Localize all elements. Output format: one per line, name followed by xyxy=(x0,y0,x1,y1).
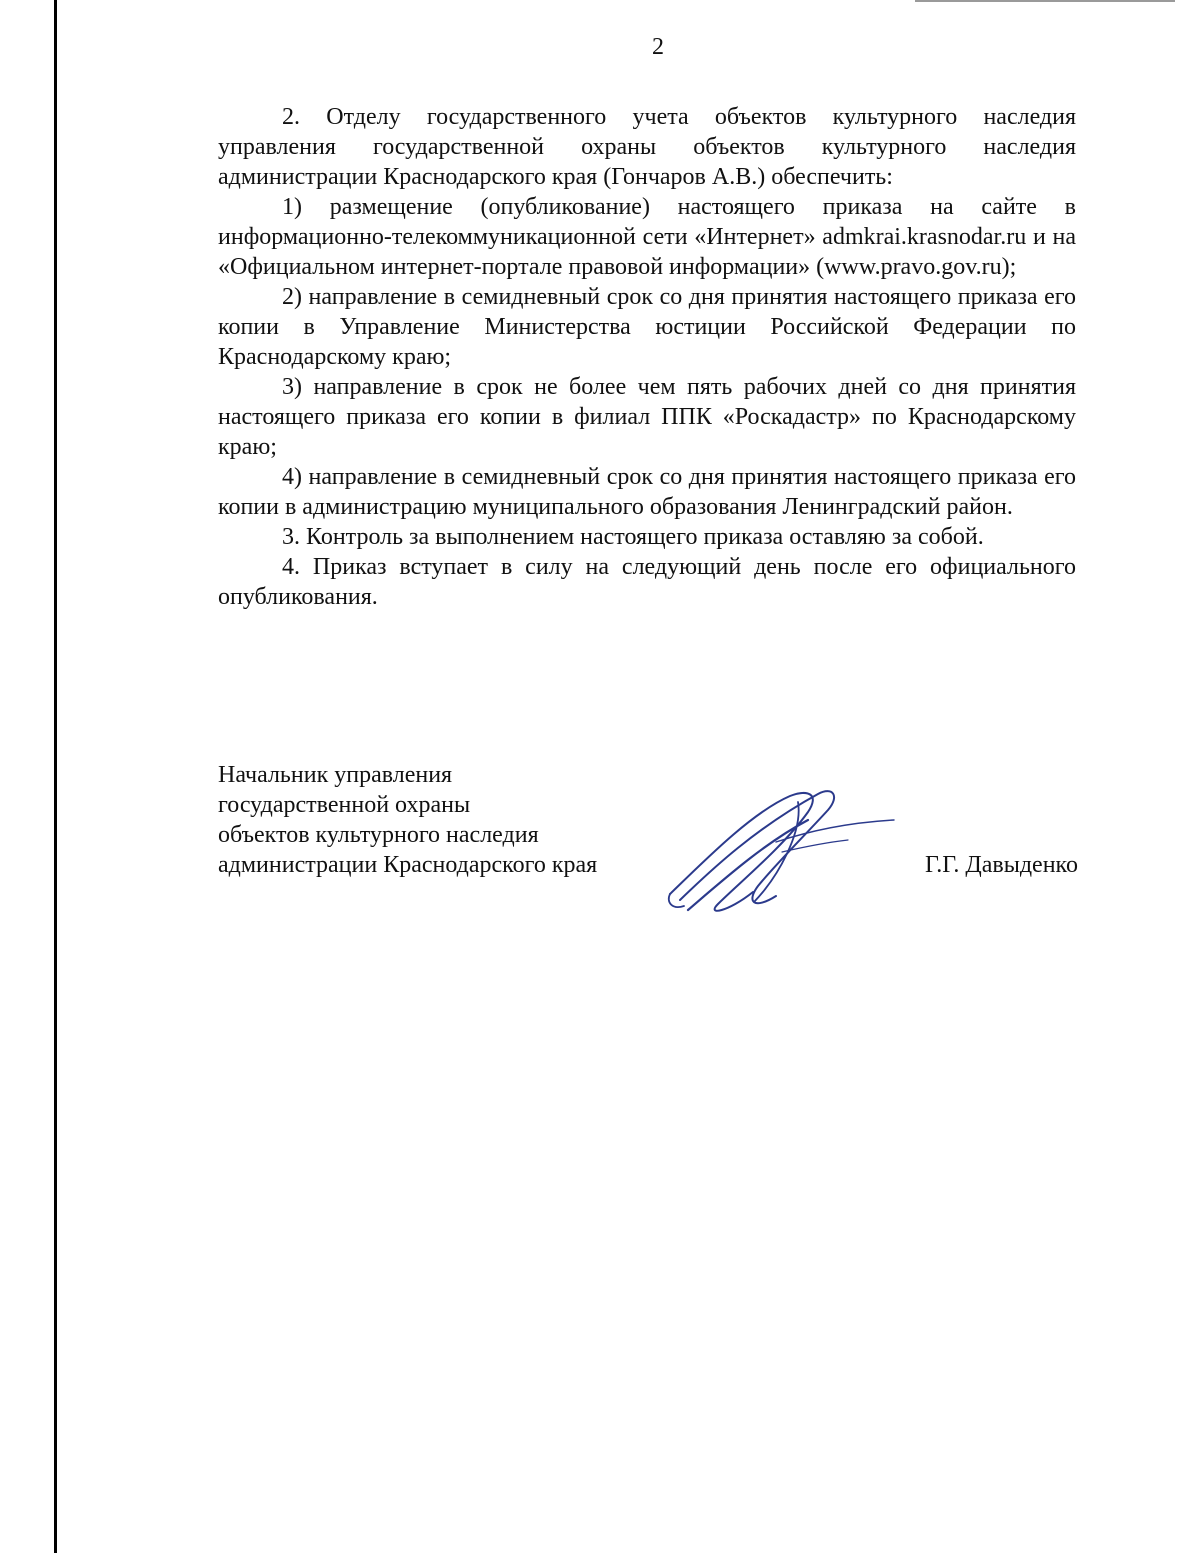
signatory-title-line: администрации Краснодарского края xyxy=(218,852,598,878)
document-body xyxy=(218,102,1076,612)
paragraph-item-4: 4. Приказ вступает в силу на следующий день после его официального опубликования. xyxy=(218,554,1076,610)
signatory-title xyxy=(218,760,658,880)
paragraph-subitem-2: 2) направление в семидневный срок со дня принятия настоящего приказа его копии в Управление Министерства юстиции Российской Федерации по Краснодарскому краю; xyxy=(218,284,1076,370)
signatory-title-line: государственной охраны xyxy=(218,792,471,818)
signatory-title-line: Начальник управления xyxy=(218,762,453,788)
scan-left-edge xyxy=(54,0,57,1553)
signatory-title-line: объектов культурного наследия xyxy=(218,822,539,848)
signatory-name: Г.Г. Давыденко xyxy=(925,852,1078,878)
paragraph-subitem-4: 4) направление в семидневный срок со дня принятия настоящего приказа его копии в администрацию муниципального образования Ленинградский район. xyxy=(218,464,1076,520)
paragraph-item-3: 3. Контроль за выполнением настоящего приказа оставляю за собой. xyxy=(282,524,984,550)
signature-block xyxy=(218,760,1078,940)
scan-top-mark xyxy=(915,0,1175,2)
paragraph-subitem-3: 3) направление в срок не более чем пять рабочих дней со дня принятия настоящего приказа его копии в филиал ППК «Роскадастр» по Краснодарскому краю; xyxy=(218,374,1076,460)
page-number: 2 xyxy=(652,34,664,60)
paragraph-item-2: 2. Отделу государственного учета объектов культурного наследия управления государственной охраны объектов культурного наследия администрации Краснодарского края (Гончаров А.В.) обеспечить: xyxy=(218,104,1076,190)
paragraph-subitem-1: 1) размещение (опубликование) настоящего приказа на сайте в информационно-телекоммуникационной сети «Интернет» admkrai.krasnodar.ru и на «Официальном интернет-портале правовой информации» (www.pravo.gov.ru); xyxy=(218,194,1076,280)
handwritten-signature xyxy=(658,772,898,932)
